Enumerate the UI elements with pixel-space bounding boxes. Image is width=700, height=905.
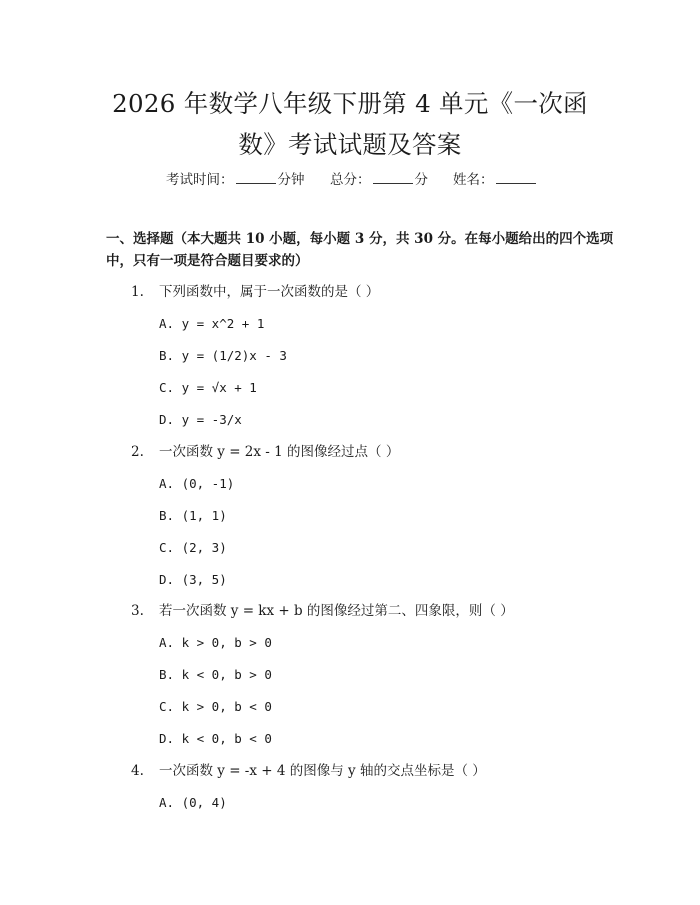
question-1 [131, 283, 379, 301]
question-2-option-d: D. (3, 5) [159, 572, 227, 587]
exam-time-unit: 分钟 [277, 172, 305, 188]
total-score-unit: 分 [414, 172, 428, 188]
total-score-blank [373, 170, 413, 184]
question-3-option-c: C. k > 0, b < 0 [159, 699, 272, 714]
question-4-option-a: A. (0, 4) [159, 795, 227, 810]
exam-time-label: 考试时间： [166, 172, 234, 188]
exam-title-line-1: 2026 年数学八年级下册第 4 单元《一次函 [112, 89, 588, 118]
section-heading: 一、选择题（本大题共 10 小题，每小题 3 分，共 30 分。在每小题给出的四个选项中，只有一项是符合题目要求的） [106, 231, 614, 269]
question-4 [131, 762, 486, 780]
question-2 [131, 443, 399, 461]
total-score-field [330, 170, 428, 189]
question-text: 下列函数中，属于一次函数的是（ ） [159, 284, 380, 300]
question-text: 一次函数 y = -x + 4 的图像与 y 轴的交点坐标是（ ） [159, 763, 486, 779]
exam-time-field [166, 170, 305, 189]
student-name-blank [496, 170, 536, 184]
exam-title [60, 83, 640, 165]
exam-title-line-2: 数》考试试题及答案 [238, 130, 462, 159]
exam-time-blank [236, 170, 276, 184]
total-score-label: 总分： [330, 172, 371, 188]
question-text: 若一次函数 y = kx + b 的图像经过第二、四象限，则（ ） [159, 603, 514, 619]
question-2-option-a: A. (0, -1) [159, 476, 235, 491]
question-text: 一次函数 y = 2x - 1 的图像经过点（ ） [159, 444, 400, 460]
question-3-option-a: A. k > 0, b > 0 [159, 635, 272, 650]
question-1-option-d: D. y = -3/x [159, 412, 242, 427]
question-3-option-b: B. k < 0, b > 0 [159, 667, 272, 682]
question-3 [131, 602, 514, 620]
question-1-option-a: A. y = x^2 + 1 [159, 316, 265, 331]
question-number: 1. [131, 284, 144, 300]
question-number: 3. [131, 603, 144, 619]
question-1-option-c: C. y = √x + 1 [159, 380, 257, 395]
student-name-field [453, 170, 538, 189]
question-3-option-d: D. k < 0, b < 0 [159, 731, 272, 746]
student-name-label: 姓名： [453, 172, 494, 188]
question-number: 4. [131, 763, 144, 779]
question-2-option-b: B. (1, 1) [159, 508, 227, 523]
question-2-option-c: C. (2, 3) [159, 540, 227, 555]
question-number: 2. [131, 444, 144, 460]
question-1-option-b: B. y = (1/2)x - 3 [159, 348, 287, 363]
